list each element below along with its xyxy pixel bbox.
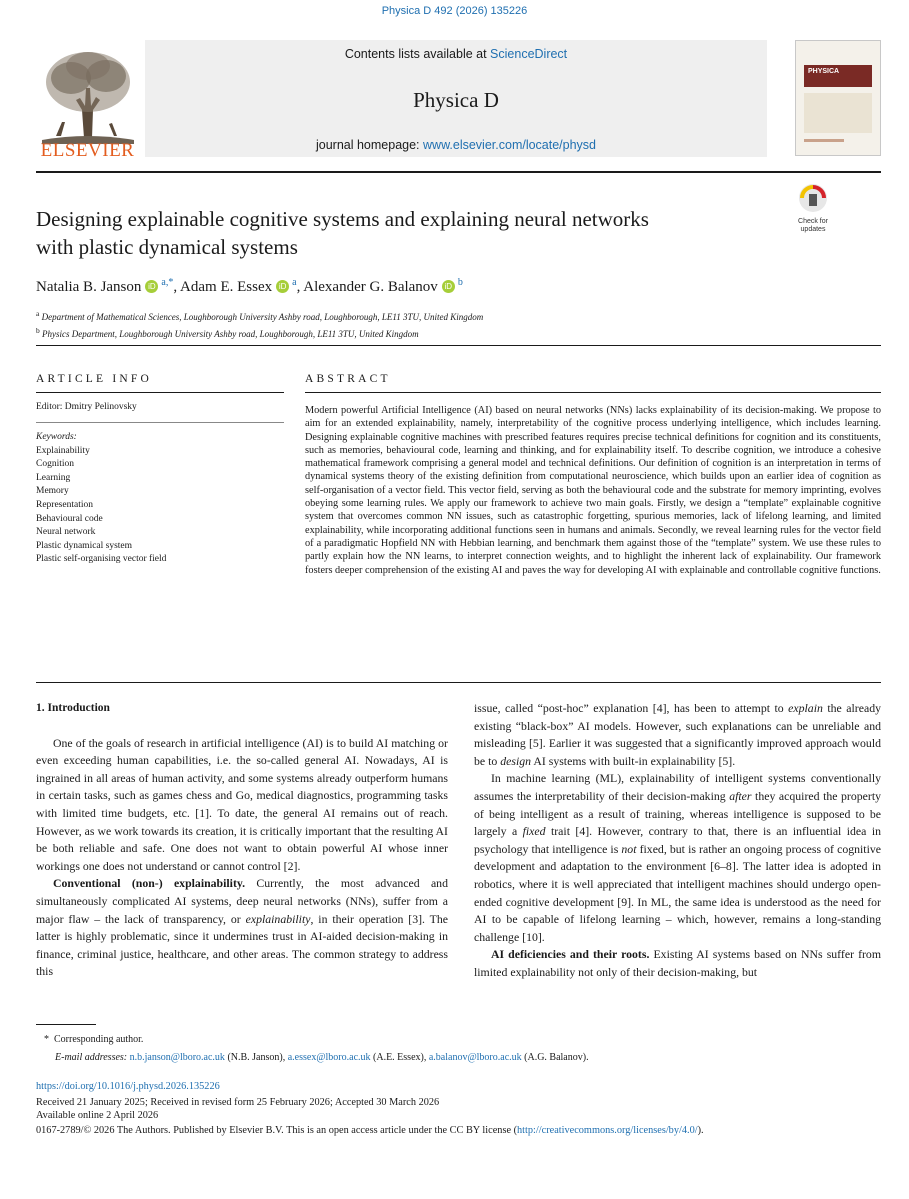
title-line-2: with plastic dynamical systems (36, 235, 298, 259)
contents-line (145, 47, 767, 61)
text-run: In machine learning (ML), explainability of intelligent systems conventionally assumes the interpretability of their decision-making (474, 771, 881, 803)
journal-cover (795, 40, 881, 156)
corresponding-text: Corresponding author. (54, 1034, 144, 1045)
paragraph-lead: AI deficiencies and their roots. (491, 947, 650, 962)
article-info-rule (36, 392, 284, 393)
keyword: Behavioural code (36, 513, 103, 524)
paragraph-lead: Conventional (non-) explainability. (53, 876, 246, 891)
paragraph (474, 700, 881, 770)
running-header[interactable]: Physica D 492 (2026) 135226 (381, 5, 528, 17)
emphasis: fixed (522, 824, 546, 839)
homepage-line (145, 138, 767, 152)
license-text: ). (697, 1125, 704, 1136)
text-run: they acquired the property of being intelligent as a result of training, whereas intelligence is supposed to be largely a (474, 788, 881, 839)
author-sup[interactable]: a,* (161, 277, 174, 288)
affiliation (36, 307, 483, 324)
authors: Natalia B. Janson iD $^{a,*}$, Adam E. Essex iD $^a$, Alexander G. Balanov iD $^b$ (36, 277, 463, 295)
email-link[interactable]: a.balanov@lboro.ac.uk (428, 1052, 522, 1063)
masthead-rule (36, 171, 881, 173)
keywords (36, 431, 166, 567)
email-link[interactable]: a.essex@lboro.ac.uk (287, 1052, 371, 1063)
left-column (36, 700, 448, 981)
elsevier-logo (36, 40, 139, 160)
publisher-name: ELSEVIER (40, 140, 135, 161)
emphasis: after (729, 788, 752, 803)
affiliation-mark: b (36, 326, 40, 335)
paragraph (474, 770, 881, 946)
emphasis: design (500, 753, 532, 768)
paragraph (474, 946, 881, 981)
email-link[interactable]: n.b.janson@lboro.ac.uk (129, 1052, 225, 1063)
abstract-rule (305, 392, 881, 393)
license-text: 0167-2789/© 2026 The Authors. Published by Elsevier B.V. This is an open access article under the CC BY license ( (36, 1125, 518, 1136)
journal-title: Physica D (413, 88, 499, 112)
available-online: Available online 2 April 2026 (36, 1110, 159, 1121)
sciencedirect-link[interactable]: ScienceDirect (490, 47, 568, 61)
keyword: Memory (36, 486, 69, 497)
keyword: Plastic self-organising vector field (36, 554, 167, 565)
masthead-box (145, 40, 767, 157)
keyword: Learning (36, 472, 71, 483)
text-run: fixed, but is rather an ongoing process of cognitive development and adaptation to the environment [6–8]. The latter idea is adopted in robotics, where it is well appreciated that intelligent machines should undergo open-ended cognitive development [9]. In ML, the same idea is understood as the need for AI to be capable of lifelong learning – which, however, remains a long-standing challenge [10]. (474, 841, 881, 944)
email-line (55, 1052, 589, 1063)
emphasis: not (621, 841, 637, 856)
asterisk-mark: * (44, 1034, 49, 1045)
license-link[interactable]: http://creativecommons.org/licenses/by/4.0/ (517, 1125, 698, 1136)
received-dates: Received 21 January 2025; Received in revised form 25 February 2026; Accepted 30 March 2026 (36, 1097, 440, 1108)
keywords-heading: Keywords: (36, 432, 77, 442)
contents-prefix: Contents lists available at (344, 47, 491, 61)
email-owner: (A.E. Essex), (370, 1052, 429, 1063)
editor: Editor: Dmitry Pelinovsky (36, 402, 137, 412)
cover-rule (804, 139, 844, 142)
homepage-link[interactable]: www.elsevier.com/locate/physd (423, 138, 597, 152)
check-for-updates-badge[interactable] (786, 183, 840, 233)
affiliation-mark: a (36, 309, 40, 318)
email-owner: (A.G. Balanov). (521, 1052, 589, 1063)
text-run: Existing AI systems based on NNs suffer from limited explainability not only of their decision-making, but (474, 947, 881, 979)
text-run: AI systems with built-in explainability [5]. (531, 753, 736, 768)
affiliation (36, 324, 483, 341)
cover-title: PHYSICA (808, 68, 840, 75)
keyword: Representation (36, 499, 93, 510)
author-name[interactable]: Adam E. Essex (180, 279, 273, 295)
orcid-icon[interactable]: iD (145, 280, 158, 293)
keyword: Neural network (36, 527, 96, 538)
right-column (474, 700, 881, 982)
cover-banner (804, 65, 872, 87)
email-owner: (N.B. Janson), (224, 1052, 288, 1063)
text-run: trait [4]. However, contrary to that, there is an influential idea in psychology that intelligence is (474, 824, 881, 856)
abstract-heading: ABSTRACT (305, 373, 391, 385)
section-heading: 1. Introduction (36, 702, 110, 714)
author-sup[interactable]: a (292, 277, 297, 288)
text-run: , in their operation [3]. The latter is highly problematic, since it undermines trust in AI-aided decision-making in finance, criminal justice, healthcare, and other areas. The common strategy to address this (36, 911, 448, 979)
text-run: Currently, the most advanced and simultaneously complicated AI systems, deep neural networks (NNs), suffer from a major flaw – the lack of transparency, or (36, 876, 448, 926)
keyword: Cognition (36, 459, 75, 470)
author-name[interactable]: Natalia B. Janson (36, 279, 142, 295)
orcid-icon[interactable]: iD (276, 280, 289, 293)
keyword: Plastic dynamical system (36, 540, 133, 551)
emphasis: explainability (245, 911, 311, 926)
keyword: Explainability (36, 445, 90, 456)
affiliation-text: Physics Department, Loughborough University Ashby road, Loughborough, LE11 3TU, United Kingdom (42, 329, 419, 339)
footnote-rule (36, 1024, 96, 1025)
affiliation-text: Department of Mathematical Sciences, Loughborough University Ashby road, Loughborough, LE11 3TU, United Kingdom (41, 312, 484, 322)
emphasis: explain (788, 701, 823, 715)
title-line-1: Designing explainable cognitive systems and explaining neural networks (36, 207, 649, 231)
paragraph (36, 875, 448, 981)
article-title (36, 205, 776, 261)
abstract-end-rule (36, 682, 881, 683)
corresponding-note (44, 1034, 143, 1045)
abstract-text: Modern powerful Artificial Intelligence (AI) based on neural networks (NNs) lacks explainability of its decision-making. We propose to aim for an extended explainability, namely, interpretability of the cognitive process underlying intelligence, which includes learning. Designing explainable cognitive machines with prescribed features requires precise technical definitions for cognition and its constituents, such as memories, behavioural code, learning and thinking, and for explainability itself. To describe cognition, we introduce a cohesive mathematical framework comprising a general model and technical definitions. Our definition of cognition is an interpretation in terms of dynamical systems theory of the existing definition from computational neuroscience, which builds upon an earlier idea of cognition as self-organisation of a vector field. This vector field, serving as both the behavioural code and the substrate for memory imprinting, evolves obeying some learning rules. We apply our framework to achieve two main goals. Firstly, we design a “template” explainable cognitive system that overcomes common NN issues, such as catastrophic forgetting, spurious memories, lack of lifelong learning, and limited explainability, while incorporating additional functions seen in humans and animals. Secondly, we reveal learning rules for the vector field of a paradigmatic Hopfield NN with Hebbian learning, and benchmark them against those of the “template” system. We use these rules to partly explain how the NN learns, to interpret connection weights, and to highlight the inherent lack of explainability. Our framework fosters deeper comprehension of the existing AI and paves the way for developing AI with explainable and controllable cognitive functions. (305, 405, 881, 576)
homepage-prefix: journal homepage: (315, 138, 424, 152)
author-name[interactable]: Alexander G. Balanov (303, 279, 438, 295)
author-sup[interactable]: b (457, 277, 463, 288)
license-line (36, 1125, 704, 1136)
orcid-icon[interactable]: iD (442, 280, 455, 293)
email-label: E-mail addresses: (55, 1052, 128, 1063)
affiliations (36, 307, 483, 341)
check-updates-label: Check for updates (798, 218, 828, 233)
header-rule (36, 345, 881, 346)
check-updates-icon (798, 183, 828, 213)
text-run: the already existing “black-box” AI models. However, such explanations can be unreliable and misleading [5]. Earlier it was suggested that a significantly improved approach would be to (474, 701, 881, 768)
keywords-rule (36, 422, 284, 423)
cover-art (804, 93, 872, 133)
doi-link[interactable]: https://doi.org/10.1016/j.physd.2026.135226 (36, 1081, 220, 1092)
paragraph: One of the goals of research in artificial intelligence (AI) is to build AI matching or even exceeding human capabilities, i.e. the so-called general AI. Nowadays, AI is ingrained in all areas of human activity, and some systems already outperform humans in certain tasks, such as games chess and Go, medical diagnostics, programming tasks with limited time budgets, etc. [1]. To date, the general AI remains out of reach. However, as we work towards its creation, it is critically important that the resulting AI be both reliable and safe. One does not want to obtain powerful AI whose inner workings one does not understand or cannot control [2]. (36, 735, 448, 873)
article-info-heading: ARTICLE INFO (36, 373, 152, 385)
text-run: issue, called “post-hoc” explanation [4], has been to attempt to (474, 701, 789, 715)
